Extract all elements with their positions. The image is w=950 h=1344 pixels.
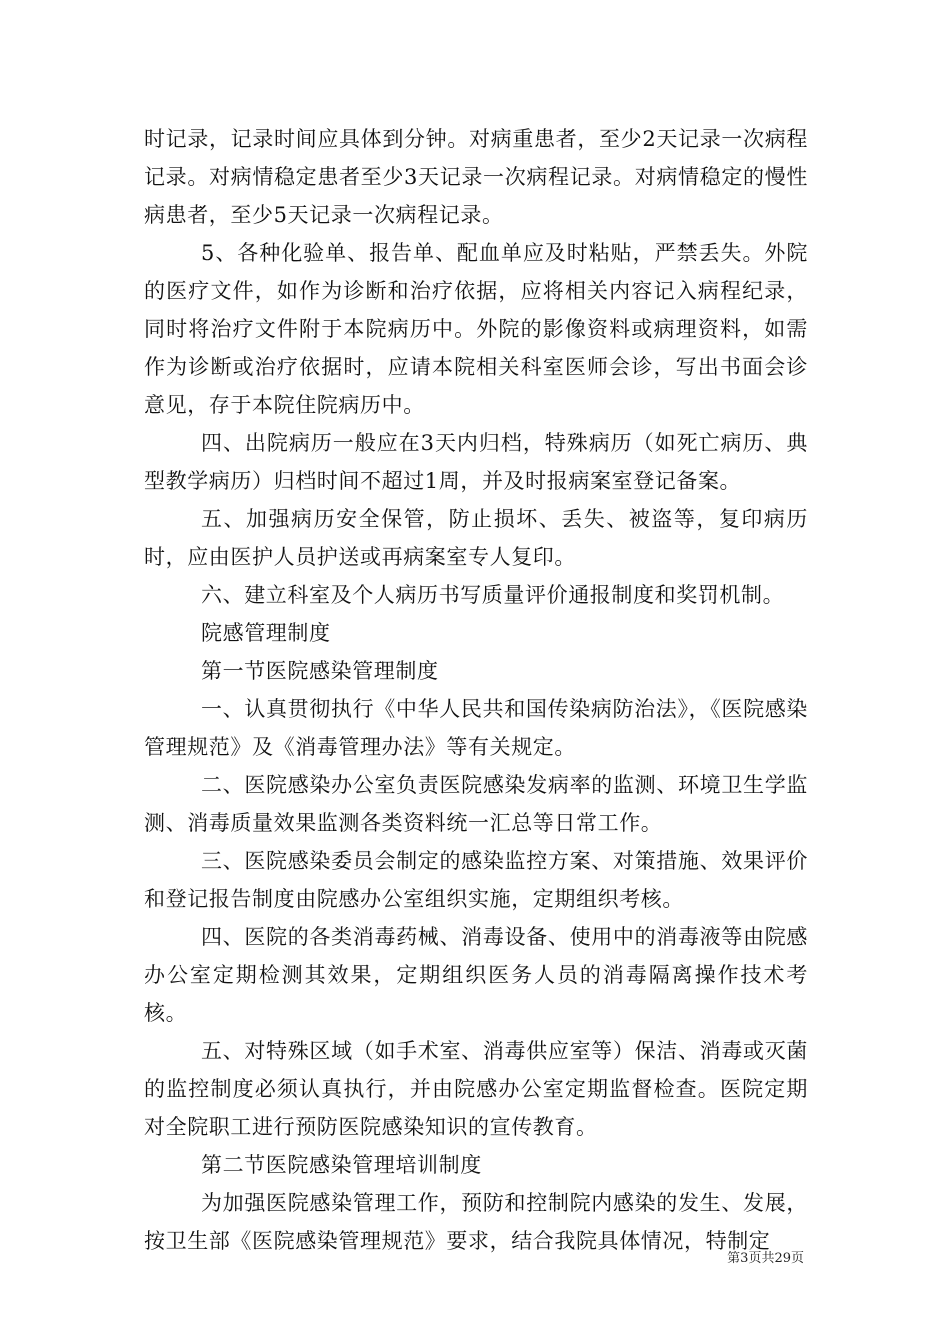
paragraph: 五、对特殊区域（如手术室、消毒供应室等）保洁、消毒或灭菌的监控制度必须认真执行，并由院感办公室定期监督检查。医院定期对全院职工进行预防医院感染知识的宣传教育。 [144,1039,808,1139]
page-number: 第3页共29页 [727,1251,804,1266]
paragraph: 四、出院病历一般应在3天内归档，特殊病历（如死亡病历、典型教学病历）归档时间不超过1周，并及时报病案室登记备案。 [144,431,808,493]
section-heading: 第二节医院感染管理培训制度 [201,1153,482,1177]
paragraph: 三、医院感染委员会制定的感染监控方案、对策措施、效果评价和登记报告制度由院感办公室组织实施，定期组织考核。 [144,849,808,911]
section-heading: 院感管理制度 [201,621,331,645]
paragraph: 四、医院的各类消毒药械、消毒设备、使用中的消毒液等由院感办公室定期检测其效果，定期组织医务人员的消毒隔离操作技术考核。 [144,925,808,1025]
document-body [144,120,808,1260]
section-heading: 第一节医院感染管理制度 [201,659,439,683]
paragraph: 5、各种化验单、报告单、配血单应及时粘贴，严禁丢失。外院的医疗文件，如作为诊断和治疗依据，应将相关内容记入病程纪录，同时将治疗文件附于本院病历中。外院的影像资料或病理资料，如需作为诊断或治疗依据时，应请本院相关科室医师会诊，写出书面会诊意见，存于本院住院病历中。 [144,241,808,417]
paragraph: 时记录，记录时间应具体到分钟。对病重患者，至少2天记录一次病程记录。对病情稳定患者至少3天记录一次病程记录。对病情稳定的慢性病患者，至少5天记录一次病程记录。 [144,127,808,227]
paragraph: 为加强医院感染管理工作，预防和控制院内感染的发生、发展，按卫生部《医院感染管理规范》要求，结合我院具体情况，特制定 [144,1191,808,1253]
paragraph: 一、认真贯彻执行《中华人民共和国传染病防治法》，《医院感染管理规范》及《消毒管理办法》等有关规定。 [144,697,808,759]
paragraph: 二、医院感染办公室负责医院感染发病率的监测、环境卫生学监测、消毒质量效果监测各类资料统一汇总等日常工作。 [144,773,808,835]
paragraph: 五、加强病历安全保管，防止损坏、丢失、被盗等，复印病历时，应由医护人员护送或再病案室专人复印。 [144,507,808,569]
paragraph: 六、建立科室及个人病历书写质量评价通报制度和奖罚机制。 [201,583,785,607]
